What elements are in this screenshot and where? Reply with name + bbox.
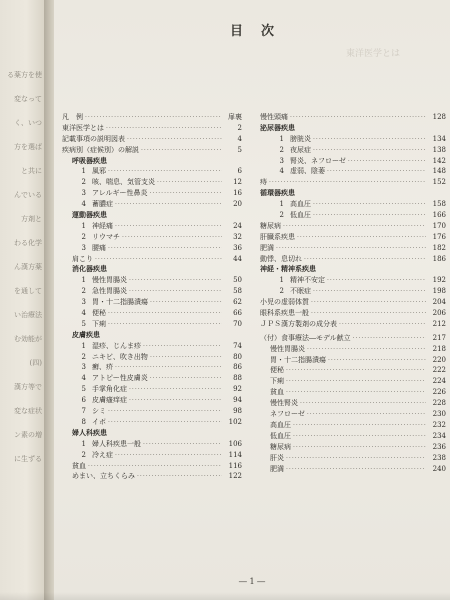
toc-section-heading — [260, 188, 446, 199]
toc-entry — [260, 134, 446, 145]
toc-entry — [260, 232, 446, 243]
toc-entry-label: 運動器疾患 — [72, 210, 107, 220]
toc-entry-number: 1 — [81, 276, 86, 285]
dot-leader — [108, 320, 222, 331]
toc-entry — [260, 286, 446, 297]
toc-entry — [62, 221, 242, 232]
toc-entry-page: 116 — [228, 461, 242, 470]
toc-entry — [62, 232, 242, 243]
toc-entry-number: 1 — [81, 221, 86, 230]
toc-entry — [62, 254, 242, 265]
toc-entry-number: 3 — [81, 189, 86, 198]
toc-page — [54, 0, 450, 600]
toc-entry-label: 貧血 — [270, 388, 284, 397]
toc-entry — [62, 112, 242, 123]
toc-entry-page: 186 — [432, 254, 446, 263]
page-title: 目次 — [229, 24, 292, 39]
toc-entry-page: 98 — [233, 407, 242, 416]
toc-entry-number: 2 — [81, 287, 86, 296]
toc-entry — [260, 365, 446, 376]
toc-entry-label: 糖尿病 — [260, 221, 281, 230]
dot-leader — [313, 211, 426, 222]
toc-entry-number: 1 — [81, 167, 86, 176]
toc-entry-page: 2 — [237, 123, 242, 132]
dot-leader — [115, 222, 222, 233]
toc-entry — [260, 275, 446, 286]
toc-section-heading — [260, 123, 446, 134]
toc-entry-page: 142 — [432, 156, 446, 165]
toc-entry — [62, 417, 242, 428]
previous-page-text: い治療法 — [14, 311, 42, 319]
toc-entry-label: 凡 例 — [62, 113, 83, 121]
toc-entry — [62, 384, 242, 395]
toc-entry-label: 消化器疾患 — [72, 264, 107, 274]
previous-page-text: る薬方を使 — [7, 71, 42, 79]
toc-entry — [260, 464, 446, 475]
toc-entry-page: 36 — [233, 243, 242, 252]
previous-page-text: ン素の増 — [14, 431, 42, 439]
previous-page-text: わる化学 — [14, 239, 42, 247]
toc-entry — [260, 387, 446, 398]
toc-entry — [62, 439, 242, 450]
toc-entry — [62, 243, 242, 254]
dot-leader — [297, 233, 426, 244]
toc-entry-label: 東洋医学とは — [62, 123, 104, 132]
toc-entry-label: イボ — [92, 417, 106, 426]
toc-entry — [260, 431, 446, 442]
toc-entry-label: 便秘 — [92, 309, 106, 318]
dot-leader — [313, 200, 426, 211]
toc-section-heading — [62, 210, 242, 221]
dot-leader — [129, 385, 222, 396]
toc-entry-label: 皮膚瘙痒症 — [92, 396, 127, 405]
dot-leader — [108, 418, 222, 429]
toc-entry-page: 204 — [432, 298, 446, 307]
toc-entry-label: 腎炎、ネフローゼ — [290, 156, 346, 165]
toc-entry — [260, 145, 446, 156]
toc-entry-page: 24 — [233, 221, 242, 230]
toc-entry-page: 230 — [432, 410, 446, 419]
toc-entry-label: 疾病別（症候別）の解説 — [62, 145, 139, 154]
dot-leader — [286, 366, 426, 377]
toc-entry-page: 166 — [432, 211, 446, 220]
toc-entry — [260, 355, 446, 366]
toc-entry-page: 94 — [233, 396, 242, 405]
toc-entry-page: 20 — [233, 200, 242, 209]
toc-entry-page: 176 — [432, 232, 446, 241]
dot-leader — [293, 432, 426, 443]
toc-entry-number: 4 — [81, 374, 86, 383]
toc-entry-page: 222 — [432, 366, 446, 375]
toc-entry-number: 4 — [81, 309, 86, 318]
dot-leader — [293, 421, 426, 432]
toc-entry-number: 1 — [279, 200, 284, 209]
dot-leader — [286, 388, 426, 399]
dot-leader — [129, 276, 222, 287]
toc-entry — [62, 373, 242, 384]
toc-entry — [62, 461, 242, 472]
dot-leader — [95, 255, 222, 266]
toc-left-column — [62, 112, 242, 482]
toc-entry — [62, 395, 242, 406]
toc-entry-label: 腰痛 — [92, 243, 106, 252]
toc-entry — [260, 344, 446, 355]
toc-entry-label: 湿疹、じんま疹 — [92, 341, 141, 350]
toc-entry — [260, 112, 446, 123]
toc-entry — [260, 156, 446, 167]
dot-leader — [108, 309, 222, 320]
toc-section-heading — [62, 428, 242, 439]
toc-entry-page: 217 — [432, 333, 446, 342]
toc-entry — [260, 166, 446, 177]
toc-entry-label: 神経痛 — [92, 221, 113, 230]
toc-entry — [62, 341, 242, 352]
toc-entry — [260, 221, 446, 232]
toc-entry — [62, 450, 242, 461]
toc-entry-label: 手掌角化症 — [92, 385, 127, 394]
toc-entry-number: 2 — [81, 352, 86, 361]
toc-entry-label: 糖尿病 — [270, 442, 291, 451]
toc-entry — [260, 199, 446, 210]
toc-entry-page: 198 — [432, 287, 446, 296]
previous-page-text: 漢方等で — [14, 383, 42, 391]
toc-entry-number: 2 — [81, 450, 86, 459]
toc-entry — [62, 352, 242, 363]
toc-entry-label: 貧血 — [72, 461, 86, 470]
dot-leader — [283, 222, 426, 233]
toc-entry-page: 134 — [432, 134, 446, 143]
toc-entry — [260, 333, 446, 344]
toc-entry-label: 急性胃腸炎 — [92, 287, 127, 296]
toc-entry-label: アレルギー性鼻炎 — [92, 189, 148, 198]
toc-entry-page: 102 — [228, 417, 242, 426]
toc-entry-page: 224 — [432, 377, 446, 386]
toc-entry-page: 238 — [432, 453, 446, 462]
toc-entry-page: 106 — [228, 439, 242, 448]
toc-entry — [260, 376, 446, 387]
toc-entry-number: 3 — [81, 243, 86, 252]
dot-leader — [141, 146, 222, 157]
toc-entry-page: 92 — [233, 385, 242, 394]
toc-entry-page: 226 — [432, 388, 446, 397]
dot-leader — [115, 200, 222, 211]
toc-section-heading — [62, 330, 242, 341]
toc-entry-page: 228 — [432, 399, 446, 408]
dot-leader — [115, 451, 222, 462]
dot-leader — [328, 356, 426, 367]
toc-entry-label: 胃・十二指腸潰瘍 — [270, 355, 326, 364]
dot-leader — [353, 334, 426, 345]
toc-entry — [260, 297, 446, 308]
toc-entry-page: 152 — [432, 178, 446, 187]
toc-entry-page: 80 — [233, 352, 242, 361]
toc-entry — [260, 409, 446, 420]
previous-page-text: む効能が — [14, 335, 42, 343]
toc-entry-number: 2 — [81, 178, 86, 187]
toc-entry-label: シミ — [92, 407, 106, 416]
toc-entry-label: 神経・精神系疾患 — [260, 264, 316, 274]
toc-entry-label: 低血圧 — [270, 431, 291, 440]
dot-leader — [293, 443, 426, 454]
toc-entry-label: 胃・十二指腸潰瘍 — [92, 298, 148, 307]
toc-entry-page: 220 — [432, 355, 446, 364]
dot-leader — [137, 472, 222, 483]
toc-entry-page: 12 — [233, 178, 242, 187]
toc-entry-page: 212 — [432, 319, 446, 328]
toc-entry-label: ＪＰＳ漢方製剤の成分表 — [260, 319, 337, 328]
dot-leader — [150, 374, 222, 385]
dot-leader — [286, 454, 426, 465]
dot-leader — [307, 410, 426, 421]
toc-entry-page: 170 — [432, 221, 446, 230]
toc-entry — [62, 199, 242, 210]
page-shadow — [0, 592, 450, 600]
toc-entry-page: 88 — [233, 374, 242, 383]
dot-leader — [313, 135, 426, 146]
toc-entry — [62, 123, 242, 134]
dot-leader — [143, 342, 222, 353]
toc-entry-page: 6 — [237, 167, 242, 176]
dot-leader — [286, 465, 426, 476]
toc-entry-page: 158 — [432, 200, 446, 209]
toc-entry-label: ニキビ、吹き出物 — [92, 352, 148, 361]
toc-entry-label: 小児の虚弱体質 — [260, 298, 309, 307]
dot-leader — [300, 399, 426, 410]
toc-entry-page: 4 — [237, 134, 242, 143]
toc-entry-label: 皮膚疾患 — [72, 329, 100, 339]
toc-entry-label: 慢性頭痛 — [260, 113, 288, 121]
toc-entry-label: 不眠症 — [290, 287, 311, 296]
previous-page-text: く、いつ — [14, 119, 42, 127]
toc-entry — [260, 177, 446, 188]
toc-entry-label: アトピー性皮膚炎 — [92, 374, 148, 383]
toc-entry-page: 192 — [432, 276, 446, 285]
toc-entry-label: 風邪 — [92, 167, 106, 176]
toc-entry-number: 8 — [81, 417, 86, 426]
dot-leader — [150, 353, 222, 364]
toc-entry-label: リウマチ — [92, 232, 120, 241]
toc-entry — [62, 471, 242, 482]
toc-entry — [62, 286, 242, 297]
dot-leader — [108, 244, 222, 255]
dot-leader — [286, 377, 426, 388]
toc-entry — [62, 188, 242, 199]
previous-page-edge — [0, 0, 44, 600]
toc-entry-label: 記載事項の説明図表 — [62, 134, 125, 143]
book-gutter — [44, 0, 54, 600]
toc-entry-number: 7 — [81, 407, 86, 416]
dot-leader — [127, 135, 222, 146]
dot-leader — [348, 157, 426, 168]
toc-entry-label: 下痢 — [92, 319, 106, 328]
toc-entry — [62, 319, 242, 330]
dot-leader — [150, 189, 222, 200]
toc-entry — [62, 406, 242, 417]
toc-entry-label: 泌尿器疾患 — [260, 122, 295, 132]
toc-entry-label: 動悸、息切れ — [260, 254, 302, 263]
toc-entry-label: 便秘 — [270, 366, 284, 375]
toc-entry-label: 肝臓系疾患 — [260, 232, 295, 241]
toc-entry-label: 蓄膿症 — [92, 200, 113, 209]
toc-entry-page: 86 — [233, 363, 242, 372]
toc-entry-number: 6 — [81, 396, 86, 405]
toc-entry-number: 1 — [81, 439, 86, 448]
previous-page-text: 方を選ば — [14, 143, 42, 151]
toc-entry-number: 1 — [81, 341, 86, 350]
toc-entry-label: めまい、立ちくらみ — [72, 472, 135, 481]
toc-entry-page: 5 — [237, 145, 242, 154]
toc-entry-page: 16 — [233, 189, 242, 198]
toc-entry-label: 婦人科疾患 — [72, 427, 107, 437]
toc-entry-number: 3 — [81, 363, 86, 372]
toc-entry-label: 癬、疥 — [92, 363, 113, 372]
previous-page-text: (四) — [29, 359, 42, 367]
dot-leader — [339, 320, 426, 331]
toc-entry-label: 低血圧 — [290, 211, 311, 220]
toc-entry-page: 66 — [233, 309, 242, 318]
dot-leader — [157, 178, 222, 189]
toc-entry-label: ネフローゼ — [270, 410, 305, 419]
toc-entry-number: 3 — [279, 156, 284, 165]
toc-entry — [260, 398, 446, 409]
dot-leader — [327, 167, 426, 178]
toc-entry — [260, 308, 446, 319]
toc-entry-label: 慢性胃腸炎 — [92, 276, 127, 285]
toc-entry-page: 122 — [228, 472, 242, 481]
previous-page-text: を通して — [14, 287, 42, 295]
toc-entry — [260, 243, 446, 254]
toc-entry-label: 循環器疾患 — [260, 188, 295, 198]
toc-right-column — [260, 112, 446, 474]
toc-entry-label: 肥満 — [260, 243, 274, 252]
toc-entry-page: 182 — [432, 243, 446, 252]
toc-entry-page: 50 — [233, 276, 242, 285]
toc-entry-label: 高血圧 — [270, 420, 291, 429]
toc-entry-label: 肝炎 — [270, 453, 284, 462]
toc-entry — [62, 166, 242, 177]
toc-entry-page: 236 — [432, 442, 446, 451]
toc-entry-page: 114 — [228, 450, 242, 459]
toc-section-heading — [62, 156, 242, 167]
dot-leader — [311, 298, 426, 309]
toc-section-heading — [62, 264, 242, 275]
toc-entry-label: 下痢 — [270, 377, 284, 386]
toc-entry-page: 234 — [432, 431, 446, 440]
toc-entry-number: 5 — [81, 319, 86, 328]
toc-entry — [62, 177, 242, 188]
toc-entry-label: （付）食事療法―モデル献立 — [260, 333, 351, 342]
toc-entry-page: 62 — [233, 298, 242, 307]
toc-entry-label: 慢性胃腸炎 — [270, 344, 305, 353]
toc-entry-page: 44 — [233, 254, 242, 263]
toc-entry-number: 2 — [279, 145, 284, 154]
toc-entry-number: 4 — [279, 167, 284, 176]
toc-entry-label: 夜尿症 — [290, 145, 311, 154]
toc-entry-label: 呼吸器疾患 — [72, 155, 107, 165]
toc-entry-page: 232 — [432, 420, 446, 429]
toc-entry-number: 2 — [81, 232, 86, 241]
dot-leader — [150, 298, 222, 309]
toc-entry-label: 眼科系疾患一般 — [260, 309, 309, 318]
toc-section-heading — [260, 264, 446, 275]
toc-entry — [260, 210, 446, 221]
toc-entry-page: 128 — [432, 113, 446, 121]
toc-entry-label: 咳、喘息、気管支炎 — [92, 178, 155, 187]
toc-entry — [260, 254, 446, 265]
toc-entry-number: 1 — [279, 134, 284, 143]
toc-entry-page: 70 — [233, 319, 242, 328]
previous-page-text: 変な症状 — [14, 407, 42, 415]
toc-entry-number: 2 — [279, 211, 284, 220]
toc-entry — [62, 134, 242, 145]
toc-entry-page: 218 — [432, 344, 446, 353]
toc-entry — [260, 319, 446, 330]
toc-entry-page: 138 — [432, 145, 446, 154]
dot-leader — [122, 233, 222, 244]
previous-page-text: 方剤と — [21, 215, 42, 223]
previous-page-text: に生ずる — [14, 455, 42, 463]
dot-leader — [313, 287, 426, 298]
toc-entry-label: 痔 — [260, 178, 267, 187]
toc-entry-number: 4 — [81, 200, 86, 209]
toc-entry — [62, 362, 242, 373]
toc-entry-label: 膀胱炎 — [290, 134, 311, 143]
dot-leader — [304, 255, 426, 266]
toc-entry-page: 32 — [233, 232, 242, 241]
toc-entry-page: 240 — [432, 464, 446, 473]
toc-entry-label: 肥満 — [270, 464, 284, 473]
toc-entry-page: 148 — [432, 167, 446, 176]
dot-leader — [327, 276, 426, 287]
toc-entry-number: 3 — [81, 298, 86, 307]
toc-entry — [260, 442, 446, 453]
toc-entry-number: 5 — [81, 385, 86, 394]
toc-entry-number: 1 — [279, 276, 284, 285]
dot-leader — [85, 113, 222, 124]
toc-entry — [260, 453, 446, 464]
dot-leader — [129, 396, 222, 407]
show-through-text: 東洋医学とは — [346, 49, 401, 59]
toc-entry-label: 精神不安定 — [290, 276, 325, 285]
toc-entry — [62, 308, 242, 319]
previous-page-text: と共に — [21, 167, 42, 175]
toc-entry — [62, 275, 242, 286]
toc-entry-number: 2 — [279, 287, 284, 296]
toc-entry — [62, 145, 242, 156]
toc-entry-page: 58 — [233, 287, 242, 296]
toc-entry-page: 74 — [233, 341, 242, 350]
page-number: ― 1 ― — [238, 577, 266, 586]
toc-entry-label: 慢性腎炎 — [270, 399, 298, 408]
previous-page-text: んでいる — [14, 191, 42, 199]
previous-page-text: ん漢方薬 — [14, 263, 42, 271]
previous-page-text: 変なって — [14, 95, 42, 103]
toc-entry-label: 虚弱、陰萎 — [290, 167, 325, 176]
toc-entry-page: 206 — [432, 309, 446, 318]
dot-leader — [108, 407, 222, 418]
toc-entry — [62, 297, 242, 308]
toc-entry-label: 冷え症 — [92, 450, 113, 459]
toc-entry-label: 高血圧 — [290, 200, 311, 209]
toc-entry-label: 婦人科疾患一般 — [92, 439, 141, 448]
toc-entry-label: 肩こり — [72, 254, 93, 263]
toc-entry-page: 扉裏 — [228, 113, 242, 121]
dot-leader — [290, 113, 426, 124]
toc-entry — [260, 420, 446, 431]
dot-leader — [143, 440, 222, 451]
